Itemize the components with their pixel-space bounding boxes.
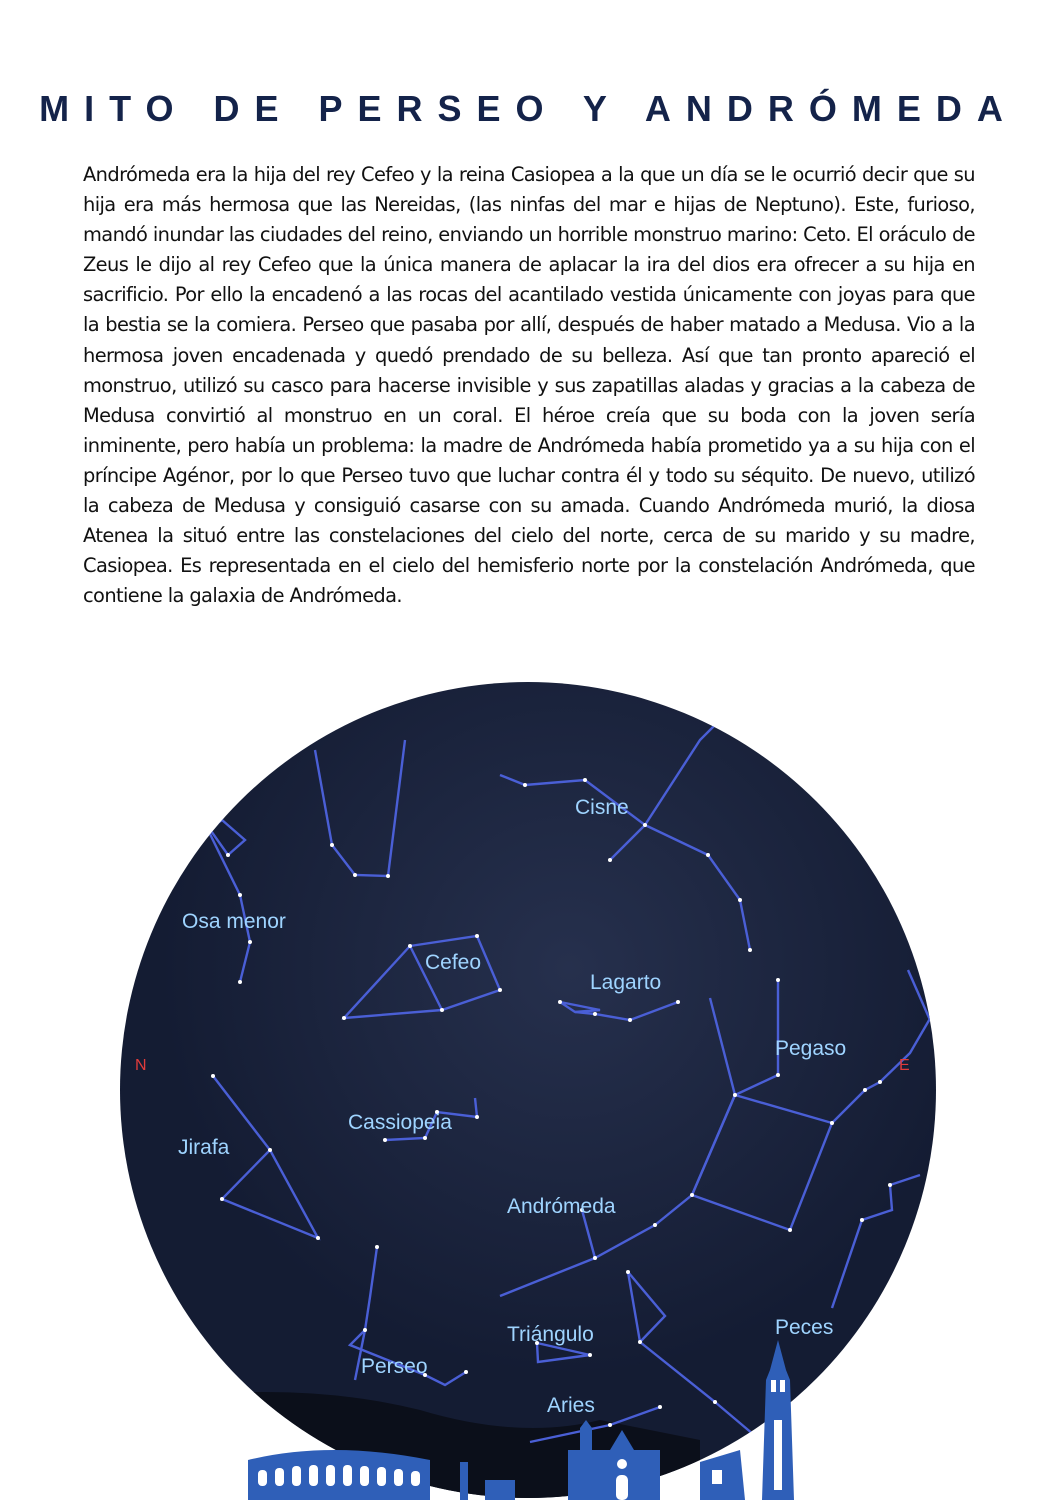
label-jirafa: Jirafa xyxy=(178,1136,230,1159)
label-triangulo: Triángulo xyxy=(507,1323,594,1346)
label-pegaso: Pegaso xyxy=(775,1037,847,1060)
label-peces: Peces xyxy=(775,1316,834,1339)
cardinal-east: E xyxy=(899,1057,910,1074)
sky-map xyxy=(0,680,1057,1500)
page-title: MITO DE PERSEO Y ANDRÓMEDA xyxy=(39,88,1018,129)
label-lagarto: Lagarto xyxy=(590,971,662,994)
label-andromeda: Andrómeda xyxy=(507,1195,616,1218)
label-perseo: Perseo xyxy=(361,1355,428,1378)
myth-paragraph: Andrómeda era la hija del rey Cefeo y la reina Casiopea a la que un día se le ocurrió decir que su hija era más hermosa que las Nereidas, (las ninfas del mar e hijas de Neptuno). Este, furioso, mandó inundar las ciudades del reino, enviando un horrible monstruo marino: Ceto. El oráculo de Zeus le dijo al rey Cefeo que la única manera de aplacar la ira del dios era ofrecer a su hija en sacrificio. Por ello la encadenó a las rocas del acantilado vestida únicamente con joyas para que la bestia se la comiera. Perseo que pasaba por allí, después de haber matado a Medusa. Vio a la hermosa joven encadenada y quedó prendado de su belleza. Así que tan pronto apareció el monstruo, utilizó su casco para hacerse invisible y sus zapatillas aladas y gracias a la cabeza de Medusa convirtió al monstruo en un coral. El héroe creía que su boda con la joven sería inminente, pero había un problema: la madre de Andrómeda había prometido ya a su hija con el príncipe Agénor, por lo que Perseo tuvo que luchar contra él y todo su séquito. De nuevo, utilizó la cabeza de Medusa y consiguió casarse con su amada. Cuando Andrómeda murió, la diosa Atenea la situó entre las constelaciones del cielo del norte, cerca de su marido y su madre, Casiopea. Es representada en el cielo del hemisferio norte por la constelación Andrómeda, que contiene la galaxia de Andrómeda. xyxy=(83,163,975,608)
label-aries: Aries xyxy=(547,1394,595,1417)
sky-disc xyxy=(120,682,936,1498)
label-cassiopeia: Cassiopeia xyxy=(348,1111,452,1134)
cardinal-north: N xyxy=(135,1057,147,1074)
label-cefeo: Cefeo xyxy=(425,951,482,974)
label-cisne: Cisne xyxy=(575,796,629,819)
label-osa-menor: Osa menor xyxy=(182,910,286,933)
